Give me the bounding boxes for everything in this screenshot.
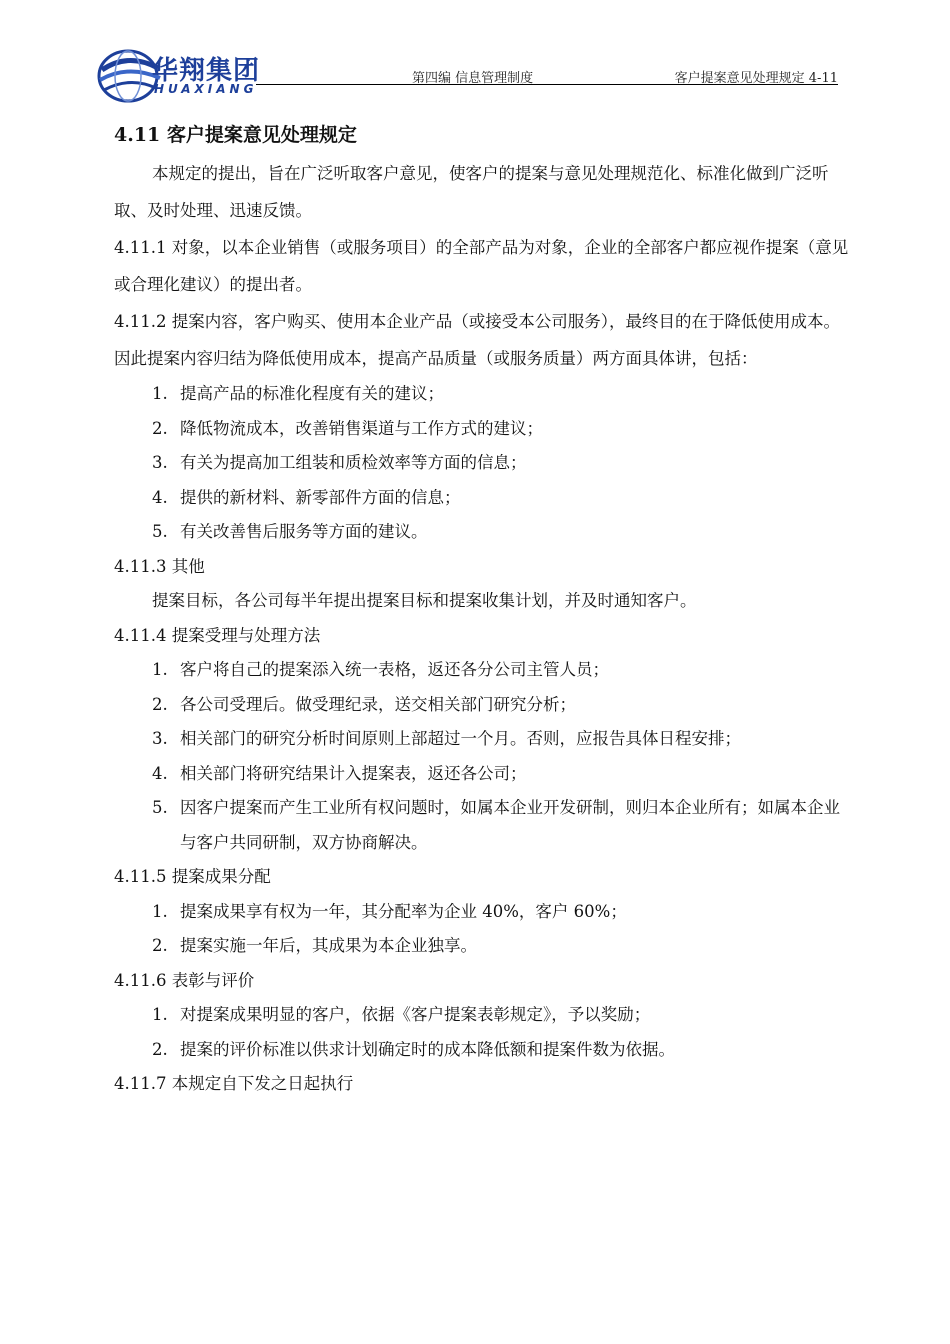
recognition-list xyxy=(114,998,854,1067)
section-4-11-3-text: 提案目标，各公司每半年提出提案目标和提案收集计划，并及时通知客户。 xyxy=(152,591,697,610)
header-doc-ref: 客户提案意见处理规定 4-11 xyxy=(674,71,838,86)
page-header xyxy=(96,44,838,106)
section-4-11-2: 4.11.2 提案内容，客户购买、使用本企业产品（或接受本公司服务），最终目的在于降低使用成本。因此提案内容归结为降低使用成本，提高产品质量（或服务质量）两方面具体讲，包括： xyxy=(114,312,840,368)
document-body xyxy=(114,118,854,1102)
logo-chinese-name: 华翔集团 xyxy=(152,56,261,86)
list-item: 2. 提案实施一年后，其成果为本企业独享。 xyxy=(152,936,477,955)
proposal-content-list xyxy=(114,377,854,550)
section-4-11-7: 4.11.7 本规定自下发之日起执行 xyxy=(114,1074,354,1093)
company-logo xyxy=(96,44,286,106)
list-item: 3. 相关部门的研究分析时间原则上部超过一个月。否则，应报告具体日程安排； xyxy=(152,729,741,748)
result-distribution-list xyxy=(114,895,854,964)
list-item: 4. 相关部门将研究结果计入提案表，返还各公司； xyxy=(152,763,527,783)
list-item: 5. 有关改善售后服务等方面的建议。 xyxy=(152,522,428,541)
section-4-11-6-heading: 4.11.6 表彰与评价 xyxy=(114,970,255,990)
list-item: 1. 提高产品的标准化程度有关的建议； xyxy=(152,384,444,403)
list-item: 1. 对提案成果明显的客户，依据《客户提案表彰规定》，予以奖励； xyxy=(152,1005,651,1024)
list-item: 3. 有关为提高加工组装和质检效率等方面的信息； xyxy=(152,453,527,472)
list-item: 1. 客户将自己的提案添入统一表格，返还各分公司主管人员； xyxy=(152,660,609,679)
page-title: 4.11 客户提案意见处理规定 xyxy=(114,124,357,146)
list-item: 2. 降低物流成本，改善销售渠道与工作方式的建议； xyxy=(152,418,543,438)
list-item: 5. 因客户提案而产生工业所有权问题时，如属本企业开发研制，则归本企业所有；如属本企业与客户共同研制，双方协商解决。 xyxy=(152,798,840,852)
list-item: 4. 提供的新材料、新零部件方面的信息； xyxy=(152,487,461,507)
handling-method-list xyxy=(114,653,854,860)
list-item: 2. 各公司受理后。做受理纪录，送交相关部门研究分析； xyxy=(152,694,576,714)
list-item: 1. 提案成果享有权为一年，其分配率为企业 40%，客户 60%； xyxy=(152,901,627,921)
intro-paragraph: 本规定的提出，旨在广泛听取客户意见，使客户的提案与意见处理规范化、标准化做到广泛听取、及时处理、迅速反馈。 xyxy=(114,164,829,220)
header-section: 第四编 信息管理制度 xyxy=(412,71,534,86)
section-4-11-3-heading: 4.11.3 其他 xyxy=(114,556,205,576)
section-4-11-5-heading: 4.11.5 提案成果分配 xyxy=(114,867,271,886)
section-4-11-4-heading: 4.11.4 提案受理与处理方法 xyxy=(114,625,321,645)
list-item: 2. 提案的评价标准以供求计划确定时的成本降低额和提案件数为依据。 xyxy=(152,1039,675,1059)
section-4-11-1: 4.11.1 对象，以本企业销售（或服务项目）的全部产品为对象，企业的全部客户都应视作提案（意见或合理化建议）的提出者。 xyxy=(114,238,849,294)
logo-english-name: HUAXIANG xyxy=(154,82,258,96)
header-divider xyxy=(256,84,838,85)
